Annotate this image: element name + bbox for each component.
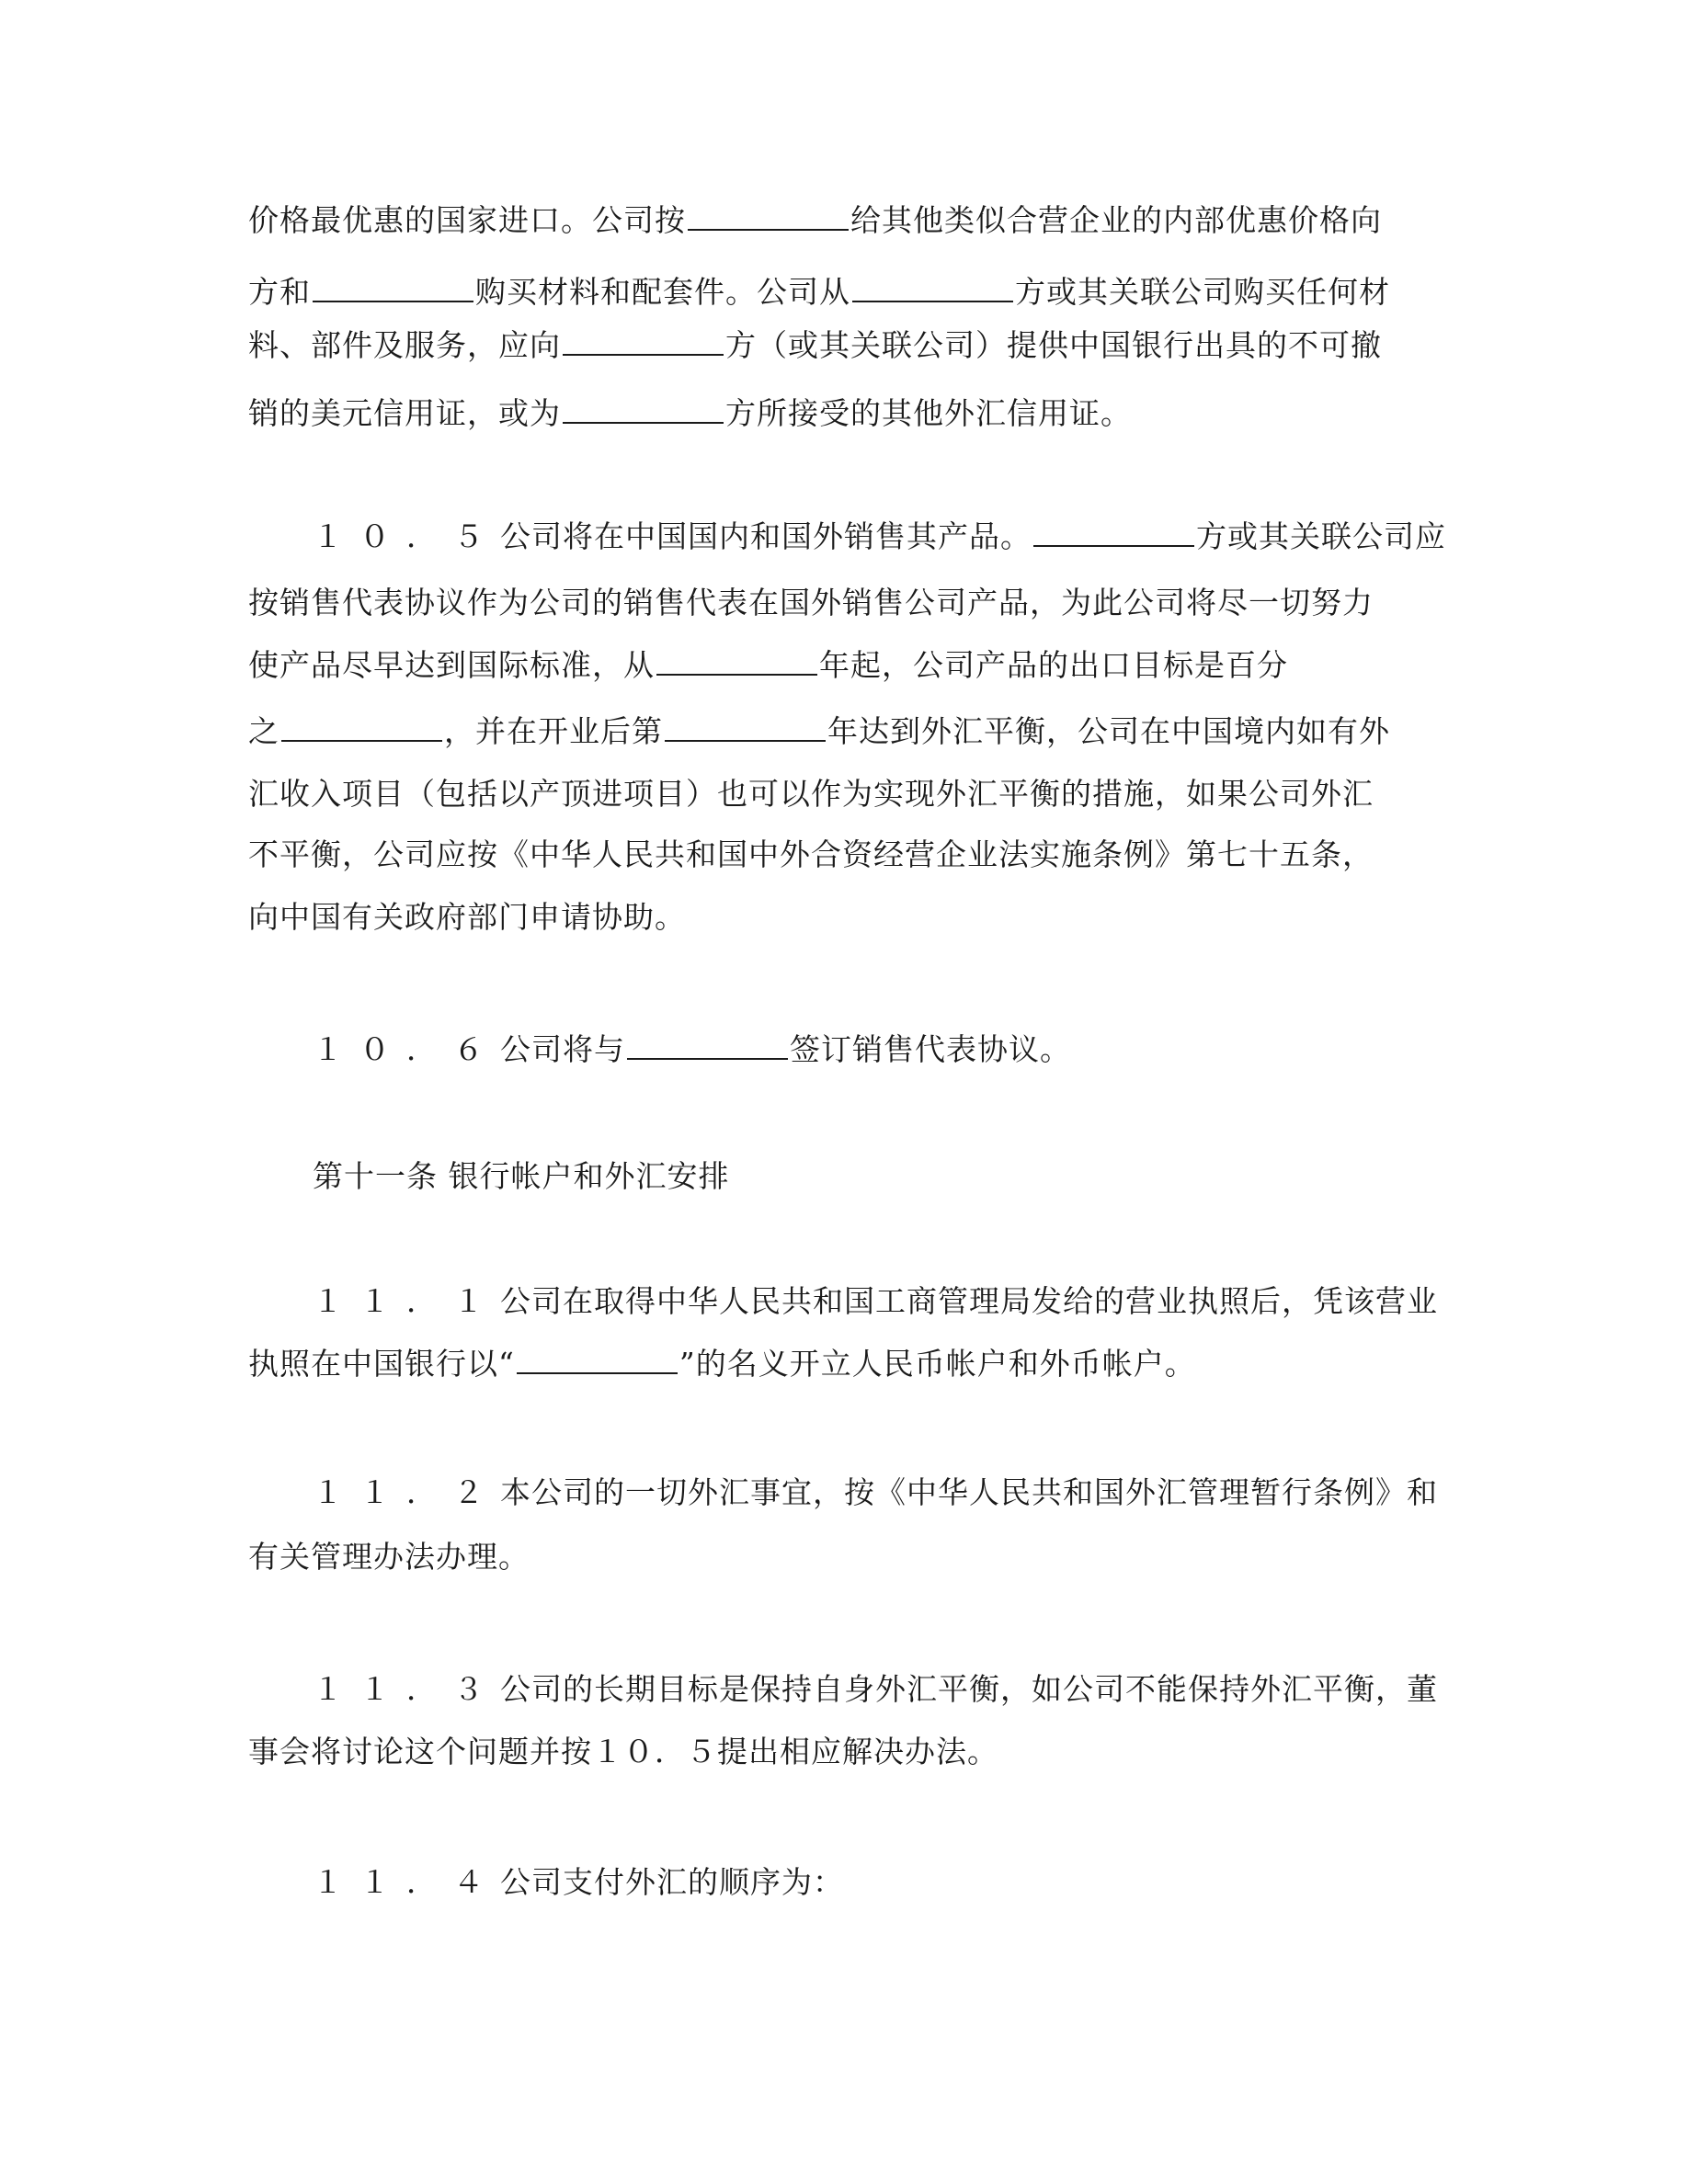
p2-line-5 [248, 767, 1374, 822]
blank-field [627, 1032, 788, 1060]
blank-field [656, 648, 817, 676]
p4-line-2 [248, 1337, 1196, 1392]
text: 公司在取得中华人民共和国工商管理局发给的营业执照后，凭该营业 [500, 1283, 1438, 1319]
clause-number: １１．４ [313, 1864, 500, 1900]
text: 不平衡，公司应按《中华人民共和国中外合资经营企业法实施条例》第七十五条， [248, 836, 1374, 872]
clause-number: １１．３ [313, 1671, 500, 1707]
blank-field [852, 275, 1013, 302]
text: 向中国有关政府部门申请协助。 [248, 899, 686, 935]
text: 本公司的一切外汇事宜，按《中华人民共和国外汇管理暂行条例》和 [500, 1474, 1438, 1510]
text: 使产品尽早达到国际标准，从 [248, 647, 655, 683]
clause-number: １０．６ [313, 1031, 500, 1067]
clause-number: １１．１ [313, 1283, 500, 1319]
text: 事会将讨论这个问题并按１０．５提出相应解决办法。 [248, 1734, 998, 1769]
text: 销的美元信用证，或为 [248, 395, 561, 431]
p6-line-2 [248, 1724, 998, 1780]
text: 公司将在中国国内和国外销售其产品。 [500, 518, 1032, 554]
blank-field [281, 714, 442, 742]
p1-line-2 [248, 265, 1390, 320]
text: 给其他类似合营企业的内部优惠价格向 [850, 202, 1382, 238]
blank-field [665, 714, 826, 742]
text: 料、部件及服务，应向 [248, 327, 561, 363]
text: 方和 [248, 274, 311, 310]
text: 年达到外汇平衡，公司在中国境内如有外 [827, 713, 1390, 749]
heading-text: 第十一条 银行帐户和外汇安排 [313, 1158, 730, 1194]
blank-field [688, 203, 849, 231]
p2-line-6 [248, 827, 1374, 882]
p2-line-4 [248, 704, 1390, 759]
text: 方或其关联公司购买任何材 [1015, 274, 1390, 310]
section-heading [313, 1149, 730, 1204]
p5-line-2 [248, 1530, 530, 1585]
blank-field [563, 328, 724, 356]
text: ”的名义开立人民币帐户和外币帐户。 [679, 1346, 1196, 1382]
p2-line-7 [248, 890, 686, 945]
p2-line-3 [248, 638, 1288, 693]
p1-line-3 [248, 318, 1382, 373]
p2-line-1 [313, 509, 1446, 564]
text: 公司将与 [500, 1031, 625, 1067]
text: 公司的长期目标是保持自身外汇平衡，如公司不能保持外汇平衡，董 [500, 1671, 1438, 1707]
text: 执照在中国银行以“ [248, 1346, 515, 1382]
p1-line-4 [248, 386, 1132, 441]
blank-field [1033, 519, 1194, 547]
p6-line-1 [313, 1662, 1438, 1717]
text: 购买材料和配套件。公司从 [475, 274, 850, 310]
text: 有关管理办法办理。 [248, 1539, 530, 1575]
text: 年起，公司产品的出口目标是百分 [819, 647, 1288, 683]
p1-line-1 [248, 193, 1382, 248]
p5-line-1 [313, 1465, 1438, 1520]
text: 价格最优惠的国家进口。公司按 [248, 202, 686, 238]
text: 方（或其关联公司）提供中国银行出具的不可撤 [725, 327, 1382, 363]
text: 按销售代表协议作为公司的销售代表在国外销售公司产品，为此公司将尽一切努力 [248, 585, 1374, 620]
clause-number: １１．２ [313, 1474, 500, 1510]
text: ，并在开业后第 [444, 713, 663, 749]
blank-field [563, 396, 724, 424]
text: 签订销售代表协议。 [790, 1031, 1071, 1067]
text: 汇收入项目（包括以产顶进项目）也可以作为实现外汇平衡的措施，如果公司外汇 [248, 776, 1374, 812]
text: 之 [248, 713, 279, 749]
p2-line-2 [248, 575, 1374, 631]
text: 方所接受的其他外汇信用证。 [725, 395, 1132, 431]
p7-line-1 [313, 1855, 844, 1910]
p4-line-1 [313, 1274, 1438, 1329]
blank-field [313, 275, 473, 302]
p3-line-1 [313, 1022, 1071, 1077]
blank-field [517, 1347, 678, 1374]
text: 公司支付外汇的顺序为： [500, 1864, 844, 1900]
text: 方或其关联公司应 [1196, 518, 1446, 554]
clause-number: １０．５ [313, 518, 500, 554]
